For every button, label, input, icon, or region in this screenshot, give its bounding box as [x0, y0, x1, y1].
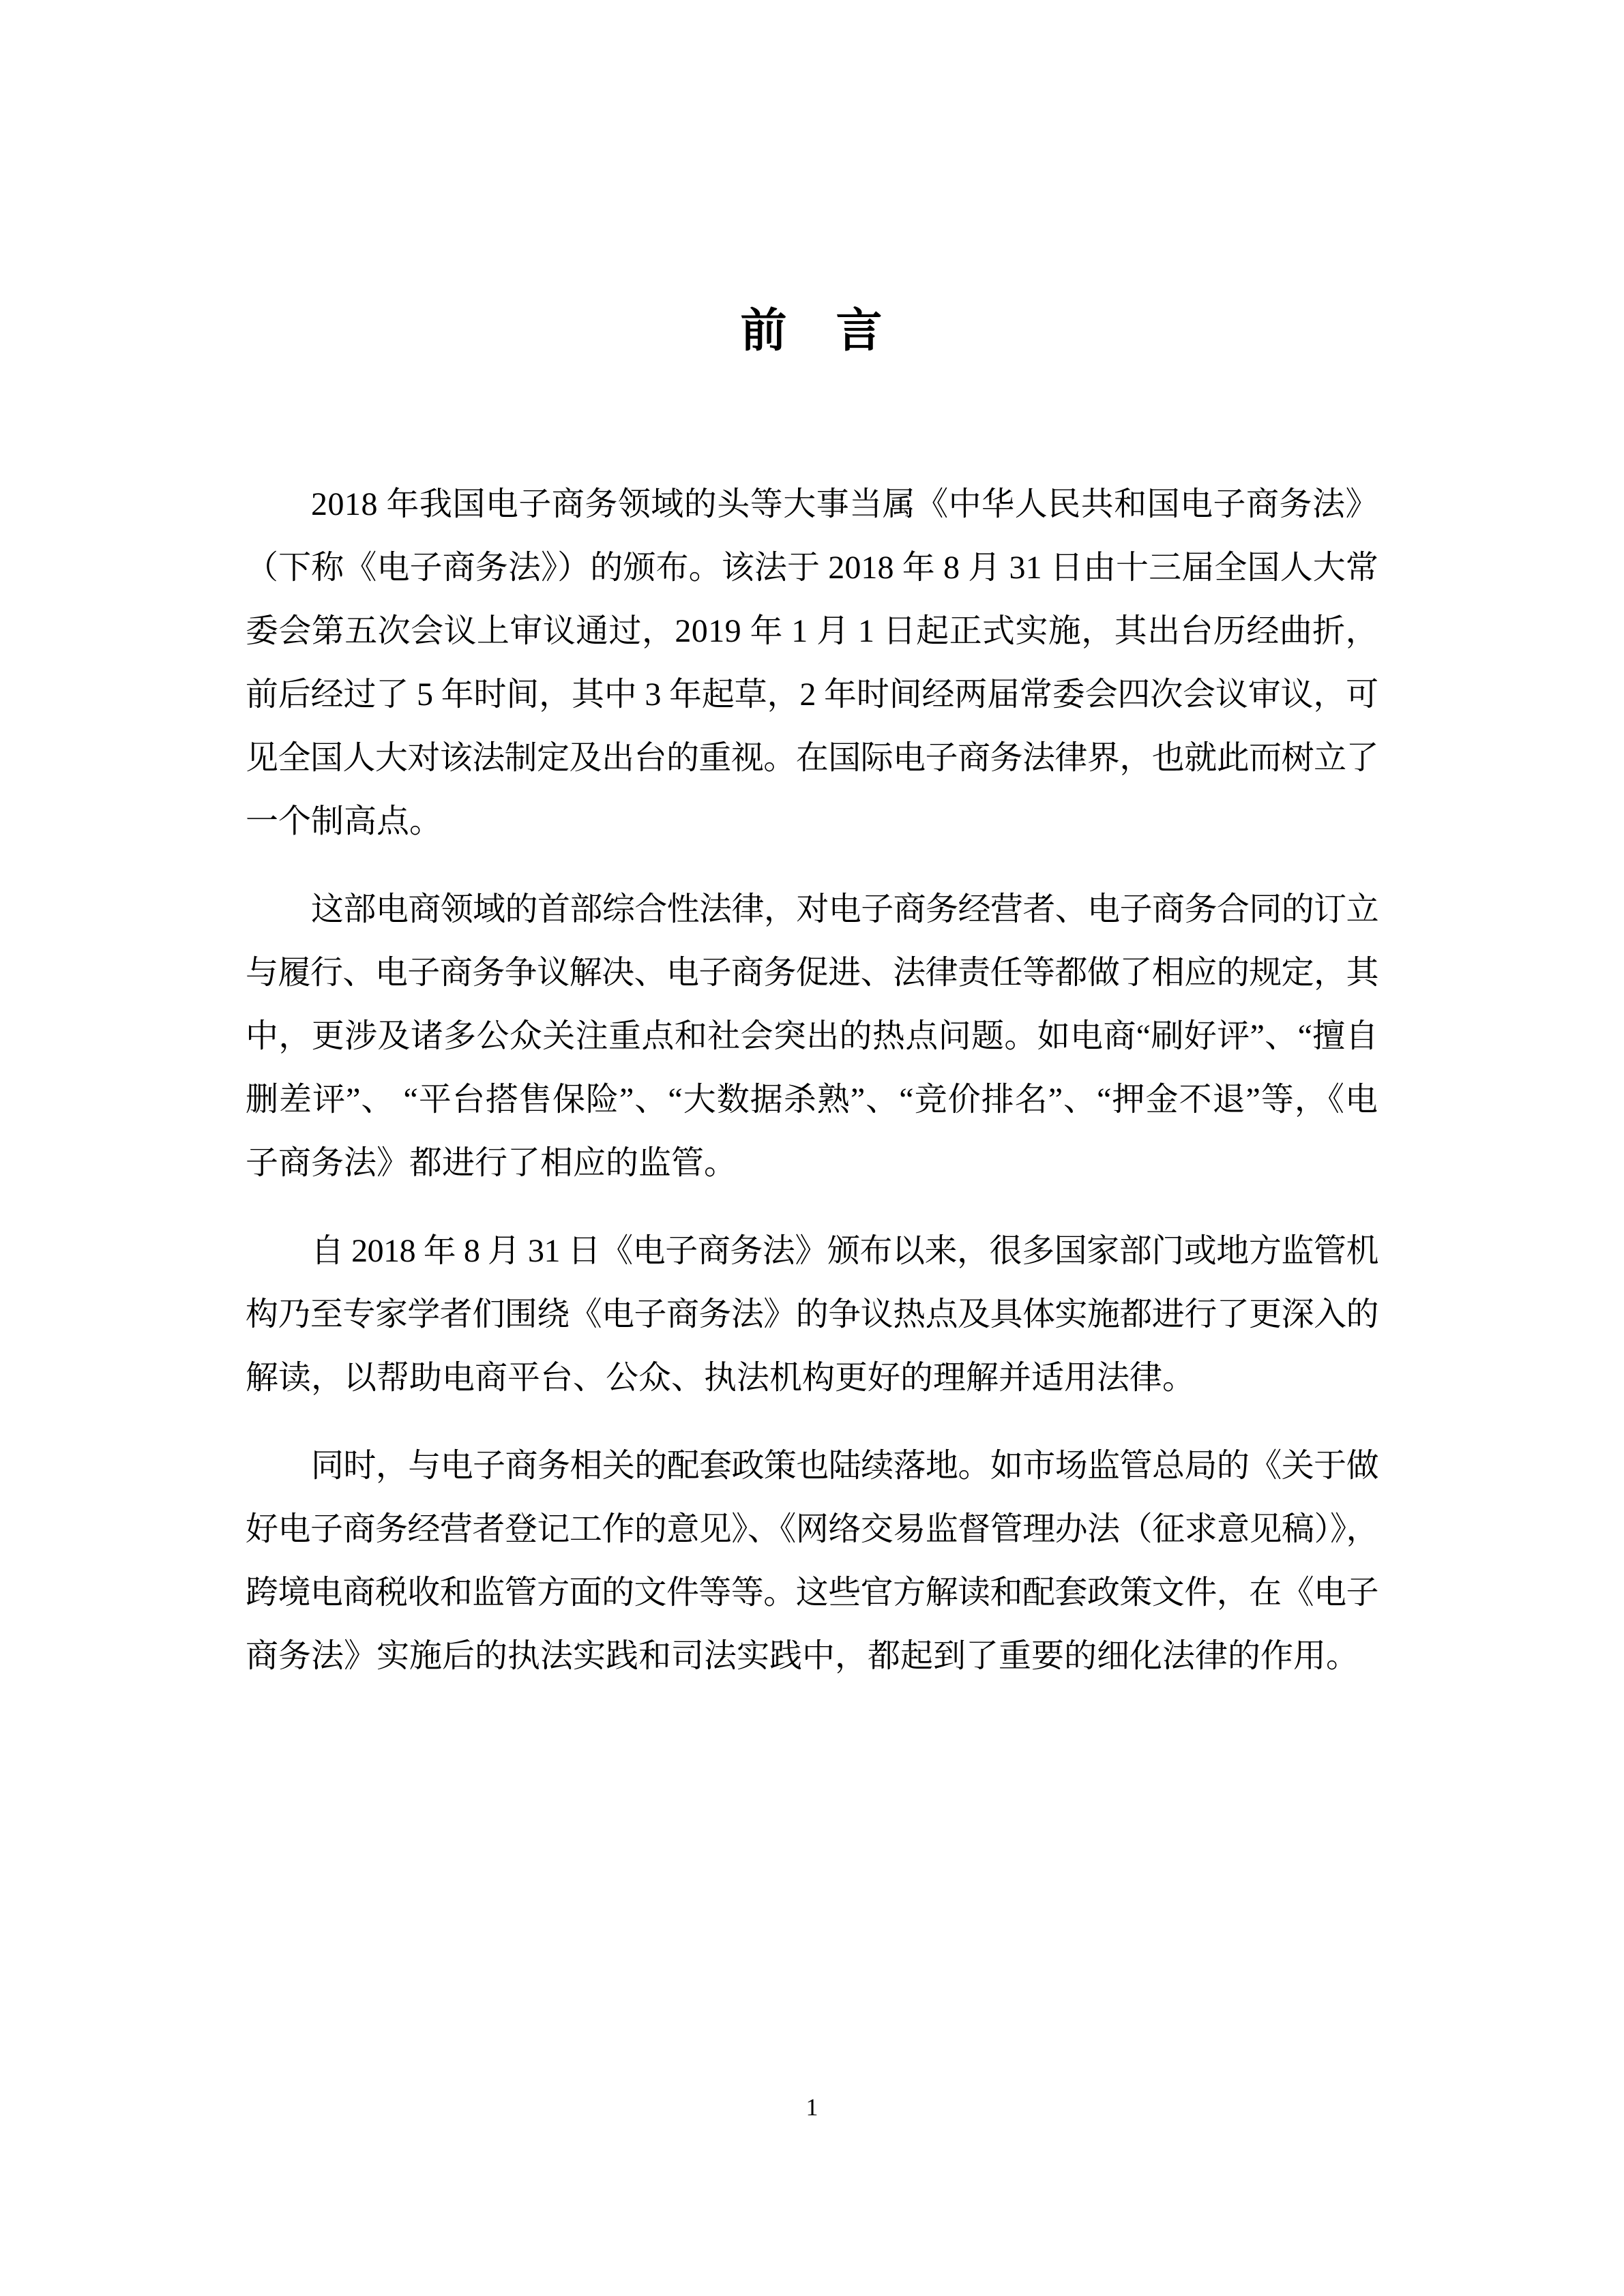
body-line: 前后经过了 5 年时间，其中 3 年起草，2 年时间经两届常委会四次会议审议，可	[246, 676, 1378, 713]
body-line: 构乃至专家学者们围绕《电子商务法》的争议热点及具体实施都进行了更深入的	[246, 1296, 1378, 1332]
body-line: 委会第五次会议上审议通过，2019 年 1 月 1 日起正式实施，其出台历经曲折，	[246, 613, 1378, 649]
body-line: 子商务法》都进行了相应的监管。	[246, 1145, 737, 1181]
page-title: 前 言	[740, 305, 884, 357]
body-line: 删差评”、 “平台搭售保险”、“大数据杀熟”、“竞价排名”、“押金不退”等，《电	[246, 1082, 1378, 1118]
body-line: 好电子商务经营者登记工作的意见》、《网络交易监督管理办法（征求意见稿）》，	[246, 1511, 1378, 1547]
body-line: 自 2018 年 8 月 31 日《电子商务法》颁布以来，很多国家部门或地方监管机	[311, 1233, 1378, 1269]
document-body	[246, 473, 1378, 1688]
body-line: 同时，与电子商务相关的配套政策也陆续落地。如市场监管总局的《关于做	[311, 1448, 1378, 1484]
paragraph	[246, 1434, 1378, 1688]
page-number: 1	[806, 2093, 818, 2121]
paragraph	[246, 1219, 1378, 1410]
paragraph	[246, 473, 1378, 853]
body-line: 见全国人大对该法制定及出台的重视。在国际电子商务法律界，也就此而树立了	[246, 740, 1378, 776]
body-line: 商务法》实施后的执法实践和司法实践中，都起到了重要的细化法律的作用。	[246, 1638, 1359, 1674]
body-line: 与履行、电子商务争议解决、电子商务促进、法律责任等都做了相应的规定，其	[246, 955, 1378, 991]
body-line: 中，更涉及诸多公众关注重点和社会突出的热点问题。如电商“刷好评”、“擅自	[246, 1018, 1378, 1054]
paragraph	[246, 878, 1378, 1195]
body-line: 2018 年我国电子商务领域的头等大事当属《中华人民共和国电子商务法》	[311, 486, 1378, 522]
body-line: 解读，以帮助电商平台、公众、执法机构更好的理解并适用法律。	[246, 1360, 1196, 1396]
body-line: 一个制高点。	[246, 803, 443, 839]
body-line: （下称《电子商务法》）的颁布。该法于 2018 年 8 月 31 日由十三届全国人大常	[246, 550, 1378, 586]
body-line: 跨境电商税收和监管方面的文件等等。这些官方解读和配套政策文件，在《电子	[246, 1575, 1378, 1611]
body-line: 这部电商领域的首部综合性法律，对电子商务经营者、电子商务合同的订立	[311, 891, 1378, 927]
